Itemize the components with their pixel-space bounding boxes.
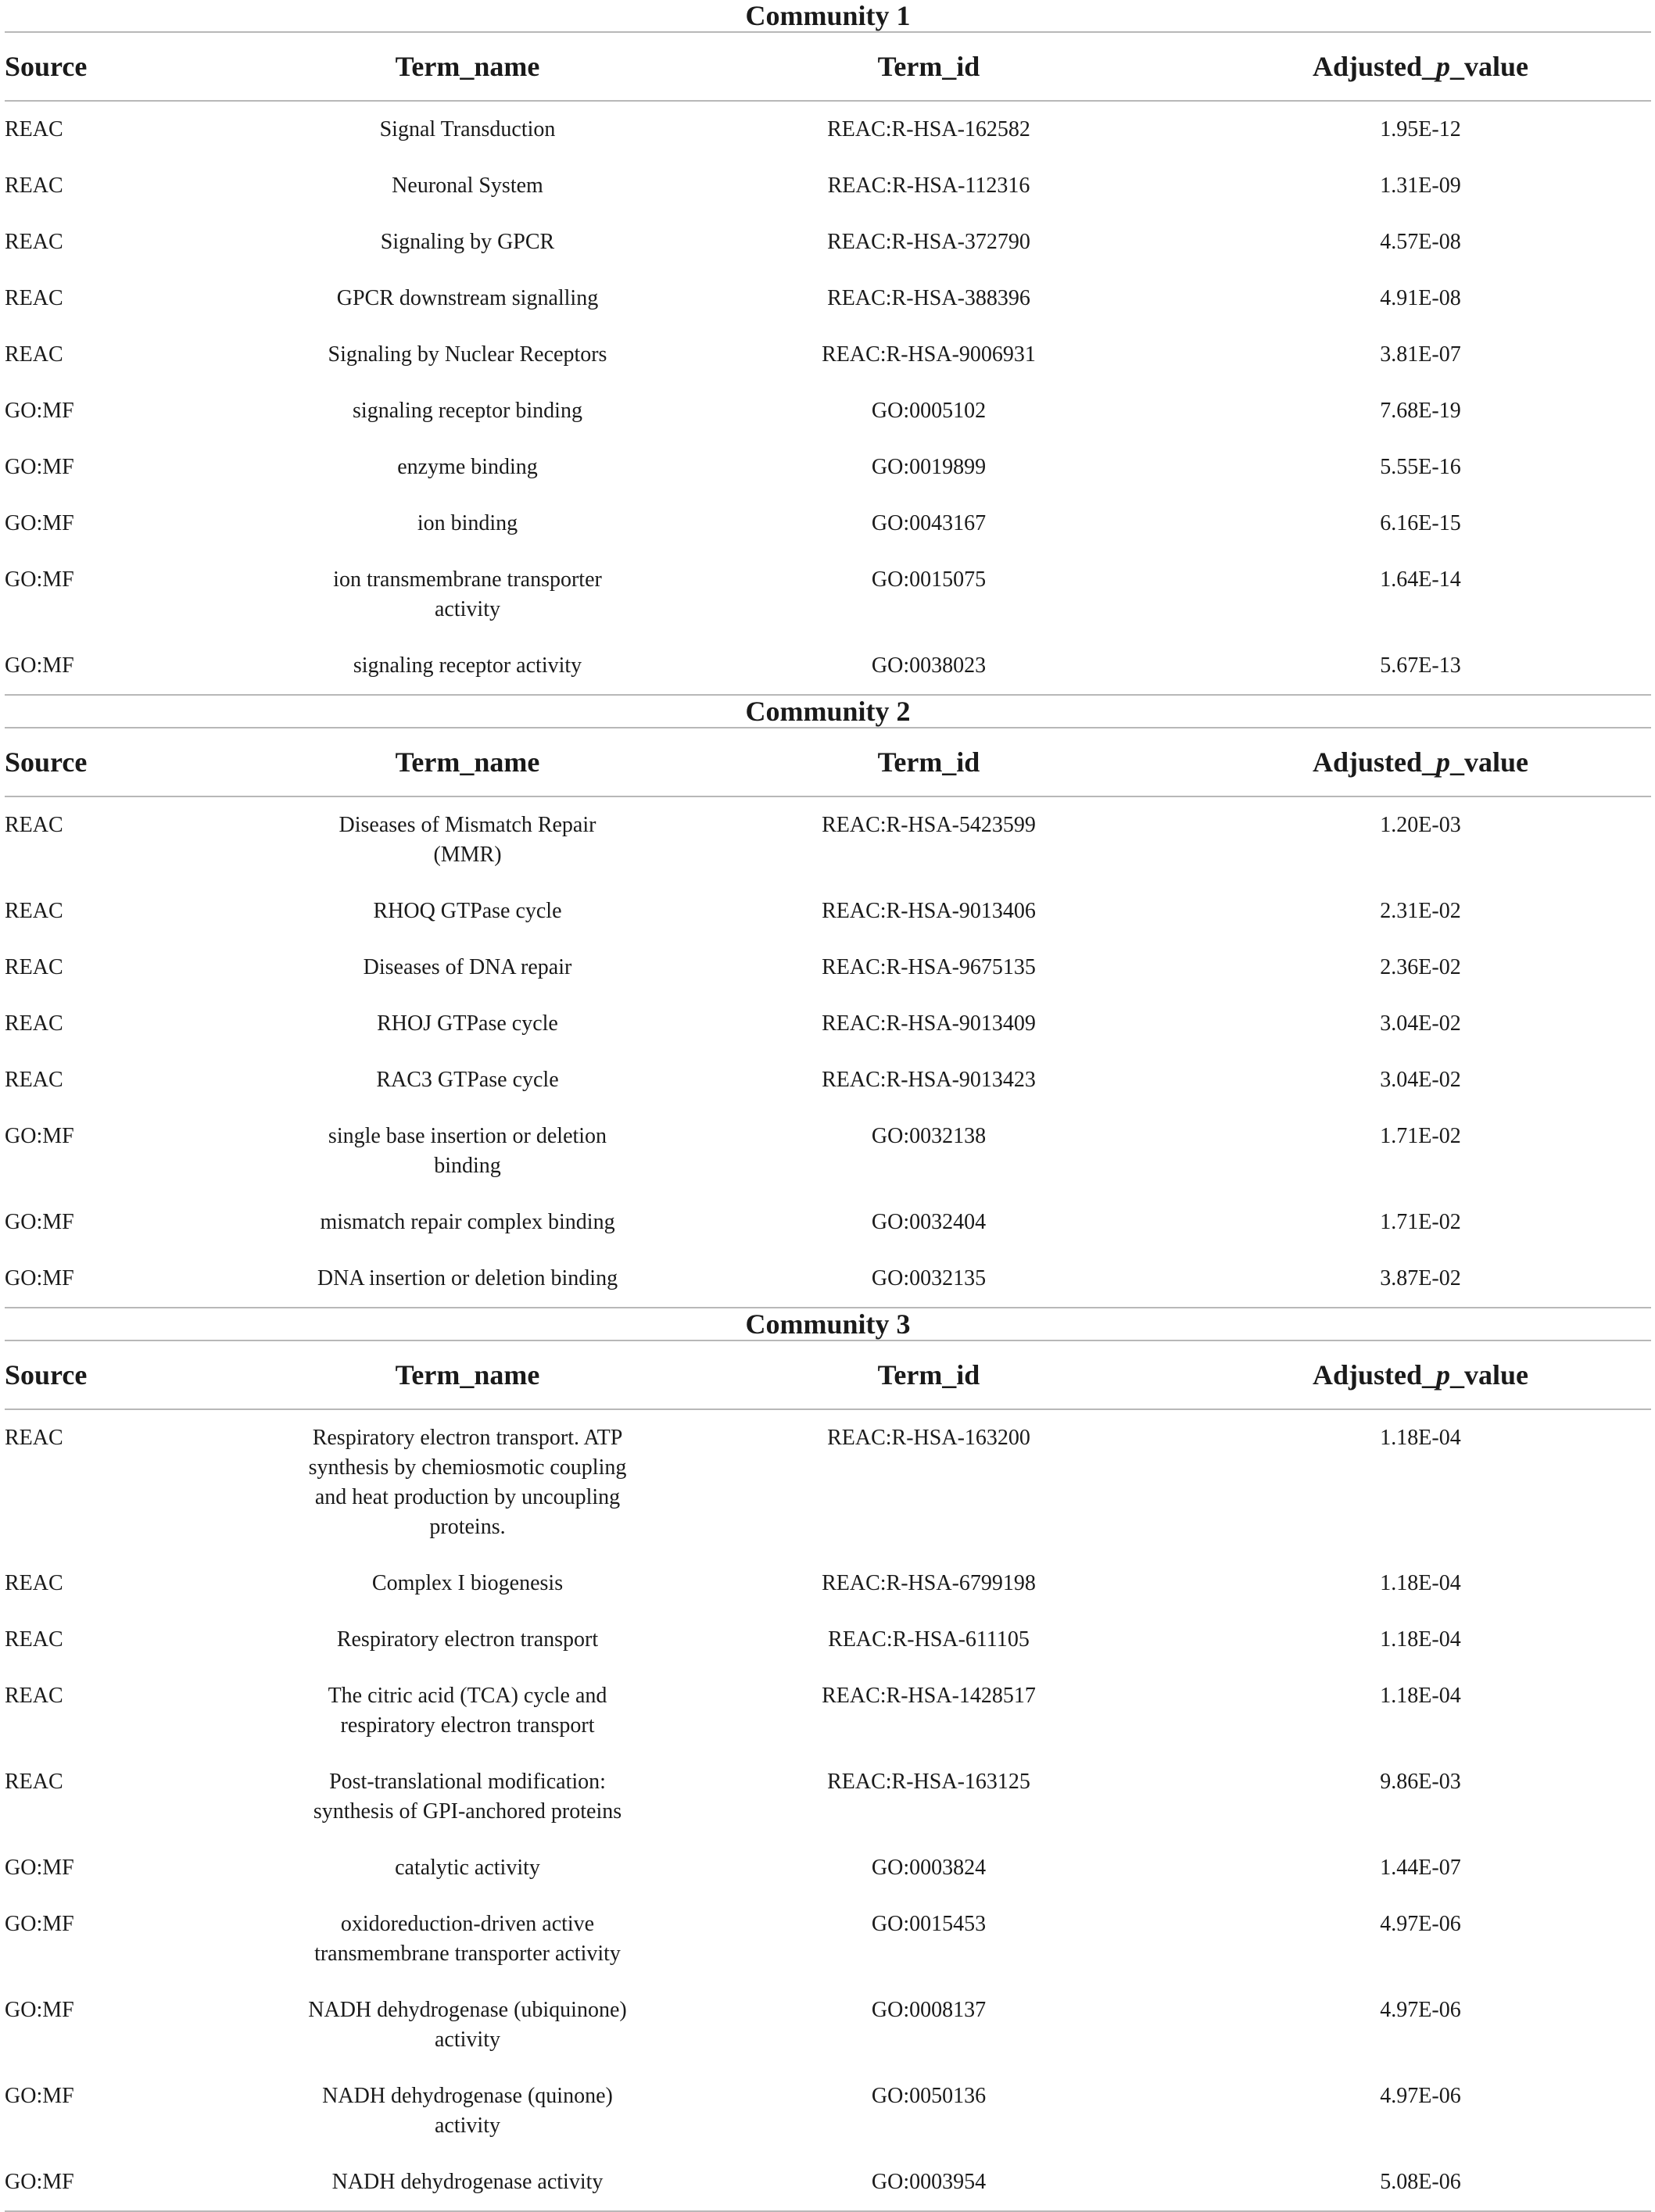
cell-term-name-wrap <box>249 651 686 681</box>
cell-term-id: REAC:R-HSA-388396 <box>827 286 1030 310</box>
cell-term-name-wrap <box>249 1122 686 1181</box>
cell-adjusted-p-value: 3.87E-02 <box>1380 1266 1461 1290</box>
cell-adjusted-p-value: 3.81E-07 <box>1380 342 1461 367</box>
table-row <box>5 1668 1651 1754</box>
column-header-row <box>5 33 1651 100</box>
column-header-row <box>5 728 1651 796</box>
table-row <box>5 638 1651 694</box>
table-row <box>5 1612 1651 1668</box>
cell-term-id: GO:0003954 <box>871 2170 987 2194</box>
cell-adjusted-p-value: 4.97E-06 <box>1380 2084 1461 2108</box>
cell-term-name: NADH dehydrogenase activity <box>331 2170 604 2194</box>
table-row <box>5 552 1651 638</box>
table-row <box>5 270 1651 327</box>
table-row <box>5 1754 1651 1840</box>
header-term-name <box>249 1359 686 1391</box>
cell-term-name: Neuronal System <box>392 174 543 198</box>
cell-source: GO:MF <box>5 1998 74 2022</box>
cell-adjusted-p-value: 1.71E-02 <box>1380 1210 1461 1234</box>
table-row <box>5 1982 1651 2068</box>
cell-source: GO:MF <box>5 2084 74 2108</box>
cell-term-id: GO:0003824 <box>871 1856 987 1880</box>
cell-term-name-wrap <box>249 2081 686 2141</box>
cell-adjusted-p-value: 1.20E-03 <box>1380 813 1461 837</box>
cell-term-name-wrap <box>249 340 686 370</box>
table-row <box>5 496 1651 552</box>
cell-adjusted-p-value: 1.71E-02 <box>1380 1124 1461 1148</box>
cell-term-name: signaling receptor activity <box>353 653 582 678</box>
cell-source: REAC <box>5 174 63 198</box>
cell-term-name-wrap <box>249 1995 686 2055</box>
cell-term-name: Signaling by Nuclear Receptors <box>328 342 607 367</box>
table-row <box>5 158 1651 214</box>
table-row <box>5 1840 1651 1896</box>
header-adjusted-p: p <box>1436 51 1450 82</box>
cell-source: REAC <box>5 230 63 254</box>
header-adjusted-p: p <box>1436 746 1450 778</box>
cell-term-name-wrap <box>249 284 686 313</box>
cell-adjusted-p-value: 1.44E-07 <box>1380 1856 1461 1880</box>
cell-term-name-wrap <box>249 171 686 201</box>
cell-source: REAC <box>5 1627 63 1652</box>
cell-term-name: Diseases of DNA repair <box>363 955 572 979</box>
cell-adjusted-p-value: 4.97E-06 <box>1380 1912 1461 1936</box>
cell-term-id: REAC:R-HSA-9013423 <box>822 1068 1036 1092</box>
cell-term-name: Signal Transduction <box>379 117 556 141</box>
community-section <box>5 0 1651 696</box>
cell-term-id: GO:0032135 <box>871 1266 987 1290</box>
cell-source: REAC <box>5 1068 63 1092</box>
community-title: Community 1 <box>745 0 911 31</box>
header-source: Source <box>5 51 88 82</box>
cell-term-name: Post-translational modification: synthesis of GPI-anchored proteins <box>313 1770 622 1824</box>
cell-term-id: REAC:R-HSA-611105 <box>828 1627 1030 1652</box>
community-section <box>5 1308 1651 2212</box>
table-row <box>5 1052 1651 1108</box>
cell-adjusted-p-value: 1.18E-04 <box>1380 1571 1461 1595</box>
table-row <box>5 214 1651 270</box>
cell-source: GO:MF <box>5 1912 74 1936</box>
cell-adjusted-p-value: 2.36E-02 <box>1380 955 1461 979</box>
cell-term-id: GO:0043167 <box>871 511 987 535</box>
cell-term-name-wrap <box>249 1009 686 1039</box>
header-adjusted-prefix: Adjusted_ <box>1312 746 1436 778</box>
cell-term-name: Respiratory electron transport. ATP synthesis by chemiosmotic coupling and heat production by uncoupling proteins. <box>308 1426 627 1539</box>
cell-term-name: catalytic activity <box>395 1856 540 1880</box>
cell-adjusted-p-value: 1.64E-14 <box>1380 567 1461 592</box>
cell-adjusted-p-value: 4.57E-08 <box>1380 230 1461 254</box>
cell-source: REAC <box>5 899 63 923</box>
cell-source: GO:MF <box>5 567 74 592</box>
cell-source: REAC <box>5 1571 63 1595</box>
cell-term-id: REAC:R-HSA-372790 <box>827 230 1030 254</box>
cell-term-id: REAC:R-HSA-9013409 <box>822 1011 1036 1036</box>
table-row <box>5 797 1651 883</box>
cell-term-name-wrap <box>249 811 686 870</box>
table-row <box>5 327 1651 383</box>
cell-term-name-wrap <box>249 227 686 257</box>
cell-term-name: GPCR downstream signalling <box>336 286 599 310</box>
community-title: Community 2 <box>745 696 911 727</box>
community-section <box>5 696 1651 1308</box>
cell-adjusted-p-value: 1.95E-12 <box>1380 117 1461 141</box>
cell-term-name: NADH dehydrogenase (quinone) activity <box>322 2084 613 2138</box>
header-term-id: Term_id <box>877 51 980 82</box>
header-adjusted-p-value <box>1190 51 1651 82</box>
header-term-id: Term_id <box>877 746 980 778</box>
cell-term-name-wrap <box>249 1569 686 1598</box>
cell-term-name-wrap <box>249 1264 686 1294</box>
header-source: Source <box>5 746 88 778</box>
cell-source: REAC <box>5 813 63 837</box>
cell-term-name-wrap <box>249 1065 686 1095</box>
cell-adjusted-p-value: 3.04E-02 <box>1380 1068 1461 1092</box>
community-rows <box>5 102 1651 694</box>
enrichment-table <box>5 0 1651 2212</box>
cell-term-name: RAC3 GTPase cycle <box>376 1068 559 1092</box>
table-row <box>5 383 1651 439</box>
cell-term-name: NADH dehydrogenase (ubiquinone) activity <box>308 1998 627 2052</box>
cell-term-id: GO:0019899 <box>871 455 987 479</box>
cell-term-id: GO:0032404 <box>871 1210 987 1234</box>
cell-term-id: GO:0015453 <box>871 1912 987 1936</box>
cell-adjusted-p-value: 4.97E-06 <box>1380 1998 1461 2022</box>
table-row <box>5 1108 1651 1194</box>
cell-term-name: oxidoreduction-driven active transmembrane transporter activity <box>314 1912 621 1966</box>
header-adjusted-prefix: Adjusted_ <box>1312 51 1436 82</box>
header-adjusted-suffix: _value <box>1450 746 1529 778</box>
cell-term-id: REAC:R-HSA-9006931 <box>822 342 1036 367</box>
cell-term-id: GO:0038023 <box>871 653 987 678</box>
cell-term-id: REAC:R-HSA-9675135 <box>822 955 1036 979</box>
cell-term-name: mismatch repair complex binding <box>320 1210 615 1234</box>
table-row <box>5 1896 1651 1982</box>
cell-term-name-wrap <box>249 1208 686 1237</box>
cell-term-name-wrap <box>249 1853 686 1883</box>
header-adjusted-p: p <box>1436 1359 1450 1391</box>
cell-source: GO:MF <box>5 1210 74 1234</box>
cell-source: GO:MF <box>5 653 74 678</box>
community-rows <box>5 1410 1651 2210</box>
cell-term-name: DNA insertion or deletion binding <box>317 1266 618 1290</box>
cell-term-name-wrap <box>249 565 686 625</box>
cell-source: REAC <box>5 1770 63 1794</box>
cell-term-name-wrap <box>249 1910 686 1969</box>
cell-source: GO:MF <box>5 2170 74 2194</box>
header-source: Source <box>5 1359 88 1391</box>
header-term-name-text: Term_name <box>395 746 540 778</box>
header-adjusted-p-value <box>1190 746 1651 778</box>
table-row <box>5 102 1651 158</box>
cell-term-id: GO:0008137 <box>871 1998 987 2022</box>
cell-adjusted-p-value: 1.31E-09 <box>1380 174 1461 198</box>
cell-source: GO:MF <box>5 511 74 535</box>
cell-term-name-wrap <box>249 453 686 482</box>
table-row <box>5 1410 1651 1555</box>
cell-adjusted-p-value: 5.67E-13 <box>1380 653 1461 678</box>
cell-term-id: GO:0050136 <box>871 2084 987 2108</box>
cell-term-name: RHOQ GTPase cycle <box>373 899 562 923</box>
cell-term-id: GO:0015075 <box>871 567 987 592</box>
table-row <box>5 439 1651 496</box>
cell-adjusted-p-value: 7.68E-19 <box>1380 399 1461 423</box>
table-row <box>5 1555 1651 1612</box>
cell-source: REAC <box>5 1426 63 1450</box>
cell-term-name-wrap <box>249 897 686 926</box>
cell-adjusted-p-value: 1.18E-04 <box>1380 1426 1461 1450</box>
header-adjusted-suffix: _value <box>1450 1359 1529 1391</box>
cell-term-id: REAC:R-HSA-1428517 <box>822 1684 1036 1708</box>
cell-source: REAC <box>5 1011 63 1036</box>
cell-term-name-wrap <box>249 115 686 145</box>
cell-term-name: The citric acid (TCA) cycle and respiratory electron transport <box>328 1684 607 1738</box>
column-header-row <box>5 1341 1651 1408</box>
cell-source: REAC <box>5 1684 63 1708</box>
community-title: Community 3 <box>745 1308 911 1340</box>
cell-term-name: RHOJ GTPase cycle <box>377 1011 558 1036</box>
cell-term-id: GO:0032138 <box>871 1124 987 1148</box>
cell-term-id: REAC:R-HSA-163125 <box>827 1770 1030 1794</box>
header-term-name-text: Term_name <box>395 51 540 82</box>
table-row <box>5 940 1651 996</box>
table-row <box>5 2154 1651 2210</box>
cell-term-name: ion binding <box>417 511 518 535</box>
cell-term-id: REAC:R-HSA-6799198 <box>822 1571 1036 1595</box>
header-term-id: Term_id <box>877 1359 980 1391</box>
cell-term-name-wrap <box>249 1423 686 1542</box>
table-row <box>5 2068 1651 2154</box>
cell-term-id: GO:0005102 <box>871 399 987 423</box>
community-rows <box>5 797 1651 1307</box>
cell-term-name: Respiratory electron transport <box>336 1627 599 1652</box>
cell-term-name-wrap <box>249 509 686 539</box>
cell-source: REAC <box>5 286 63 310</box>
header-term-name <box>249 51 686 82</box>
cell-adjusted-p-value: 1.18E-04 <box>1380 1684 1461 1708</box>
cell-term-name: Complex I biogenesis <box>371 1571 564 1595</box>
cell-term-name-wrap <box>249 396 686 426</box>
header-adjusted-suffix: _value <box>1450 51 1529 82</box>
cell-term-name: enzyme binding <box>397 455 538 479</box>
cell-term-id: REAC:R-HSA-162582 <box>827 117 1030 141</box>
cell-source: GO:MF <box>5 1266 74 1290</box>
cell-term-name: Diseases of Mismatch Repair (MMR) <box>339 813 596 867</box>
table-row <box>5 1194 1651 1251</box>
cell-term-name: single base insertion or deletion binding <box>328 1124 607 1178</box>
header-term-name-text: Term_name <box>395 1359 540 1391</box>
cell-adjusted-p-value: 3.04E-02 <box>1380 1011 1461 1036</box>
cell-term-name-wrap <box>249 1625 686 1655</box>
cell-term-name: ion transmembrane transporter activity <box>333 567 602 621</box>
cell-term-name-wrap <box>249 953 686 983</box>
table-row <box>5 996 1651 1052</box>
cell-adjusted-p-value: 5.55E-16 <box>1380 455 1461 479</box>
cell-term-id: REAC:R-HSA-112316 <box>827 174 1030 198</box>
header-adjusted-p-value <box>1190 1359 1651 1391</box>
cell-term-id: REAC:R-HSA-9013406 <box>822 899 1036 923</box>
cell-term-id: REAC:R-HSA-5423599 <box>822 813 1036 837</box>
cell-term-name: Signaling by GPCR <box>380 230 555 254</box>
cell-adjusted-p-value: 1.18E-04 <box>1380 1627 1461 1652</box>
cell-adjusted-p-value: 5.08E-06 <box>1380 2170 1461 2194</box>
cell-term-name-wrap <box>249 2167 686 2197</box>
cell-source: GO:MF <box>5 399 74 423</box>
cell-source: GO:MF <box>5 455 74 479</box>
cell-term-id: REAC:R-HSA-163200 <box>827 1426 1030 1450</box>
cell-source: GO:MF <box>5 1856 74 1880</box>
cell-source: REAC <box>5 342 63 367</box>
cell-adjusted-p-value: 9.86E-03 <box>1380 1770 1461 1794</box>
cell-term-name-wrap <box>249 1767 686 1827</box>
table-row <box>5 1251 1651 1307</box>
cell-source: REAC <box>5 955 63 979</box>
cell-term-name: signaling receptor binding <box>353 399 582 423</box>
cell-adjusted-p-value: 4.91E-08 <box>1380 286 1461 310</box>
cell-source: REAC <box>5 117 63 141</box>
table-row <box>5 883 1651 940</box>
cell-source: GO:MF <box>5 1124 74 1148</box>
cell-adjusted-p-value: 2.31E-02 <box>1380 899 1461 923</box>
cell-term-name-wrap <box>249 1681 686 1741</box>
header-adjusted-prefix: Adjusted_ <box>1312 1359 1436 1391</box>
header-term-name <box>249 746 686 778</box>
cell-adjusted-p-value: 6.16E-15 <box>1380 511 1461 535</box>
